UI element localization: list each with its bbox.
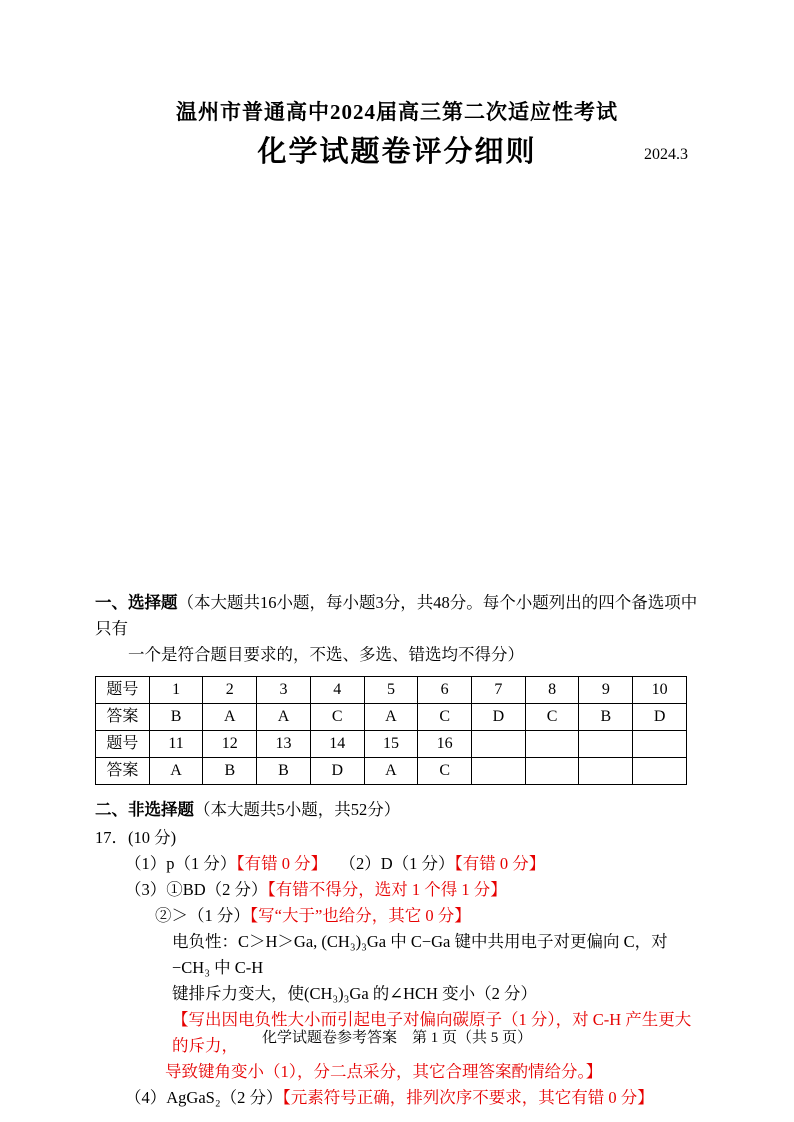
table-cell: 9 [579,677,633,704]
q17-explanation-line-1: 电负性：C＞H＞Ga, (CH₃)₃Ga 中 C−Ga 键中共用电子对更偏向 C，对−CH₃ 中 C-H [172,932,668,977]
table-cell: 答案 [96,758,150,785]
table-cell: A [257,704,311,731]
table-row [96,758,687,785]
q17-line-1 [95,851,704,877]
section-1-instructions-part1: （本大题共16小题，每小题3分，共48分。每个小题列出的四个备选项中只有 [95,593,698,638]
q17-line-3 [95,903,704,929]
table-row [96,704,687,731]
table-cell: 4 [310,677,364,704]
table-cell: D [310,758,364,785]
q17-answer-2: （2）D（1 分） [318,854,455,873]
table-cell: B [203,758,257,785]
table-cell [633,758,687,785]
table-cell: B [579,704,633,731]
q17-rubric-4: 【元素符号正确，排列次序不要求，其它有错 0 分】 [282,1088,654,1107]
table-cell: 12 [203,731,257,758]
page-footer: 化学试题卷参考答案 第 1 页（共 5 页） [261,1030,532,1046]
table-cell: 答案 [96,704,150,731]
doc-subtitle: 化学试题卷评分细则 [257,136,537,168]
table-cell: 7 [472,677,526,704]
table-cell: D [472,704,526,731]
table-row [96,677,687,704]
q17-label: 17．(10 分) [95,828,177,847]
q17-rubric-3-1: 【有错不得分，选对 1 个得 1 分】 [267,880,507,899]
blank-space [0,170,794,590]
document-header [0,0,794,170]
question-17 [95,825,704,1111]
table-cell: 3 [257,677,311,704]
section-1-instructions-part2: 一个是符合题目要求的，不选、多选、错选均不得分） [128,645,524,664]
table-cell [579,758,633,785]
table-cell: 10 [633,677,687,704]
doc-title: 温州市普通高中2024届高三第二次适应性考试 [176,100,618,124]
table-cell: 15 [364,731,418,758]
table-cell: 11 [149,731,203,758]
section-2-title: 二、非选择题 [95,800,194,819]
table-cell: A [149,758,203,785]
q17-rubric-1: 【有错 0 分】 [236,854,319,873]
section-1-heading-line1 [95,590,704,642]
section-1-heading [95,590,704,668]
table-cell: 8 [525,677,579,704]
table-cell [579,731,633,758]
q17-answer-4: （4）AgGaS₂（2 分） [125,1088,283,1107]
table-cell: 6 [418,677,472,704]
table-cell: A [364,758,418,785]
table-cell: 13 [257,731,311,758]
q17-rubric-explanation-line-2: 导致键角变小（1），分二点采分，其它合理答案酌情给分。】 [165,1062,603,1081]
table-cell [472,758,526,785]
q17-rubric-2: 【有错 0 分】 [454,854,546,873]
answer-table [95,676,687,785]
table-cell: B [149,704,203,731]
table-cell [472,731,526,758]
table-cell: C [418,758,472,785]
q17-explanation-line-2: 键排斥力变大，使(CH₃)₃Ga 的∠HCH 变小（2 分） [172,984,537,1003]
q17-answer-1: （1）p（1 分） [125,854,237,873]
table-cell: 2 [203,677,257,704]
table-cell [633,731,687,758]
q17-rubric-explanation-line-1: 【写出因电负性大小而引起电子对偏向碳原子（1 分），对 C-H 产生更大的斥力， [172,1010,692,1055]
table-cell: C [418,704,472,731]
section-2-instructions: （本大题共5小题，共52分） [194,800,401,819]
doc-date: 2024.3 [644,146,688,163]
table-cell: 5 [364,677,418,704]
table-cell: 题号 [96,731,150,758]
table-cell: D [633,704,687,731]
table-cell [525,758,579,785]
section-1-title: 一、选择题 [95,593,178,612]
table-cell: A [364,704,418,731]
q17-answer-3-2: ②＞（1 分） [155,906,250,925]
table-cell: B [257,758,311,785]
table-cell: 1 [149,677,203,704]
table-cell: 16 [418,731,472,758]
table-row [96,731,687,758]
q17-line-4 [95,1085,704,1111]
q17-rubric-3-2: 【写“大于”也给分，其它 0 分】 [249,906,471,925]
q17-answer-3-1: （3）①BD（2 分） [125,880,268,899]
table-cell: 题号 [96,677,150,704]
table-cell: C [525,704,579,731]
table-cell: A [203,704,257,731]
table-cell: 14 [310,731,364,758]
section-2-heading [95,797,704,823]
table-cell [525,731,579,758]
table-cell: C [310,704,364,731]
q17-line-2 [95,877,704,903]
